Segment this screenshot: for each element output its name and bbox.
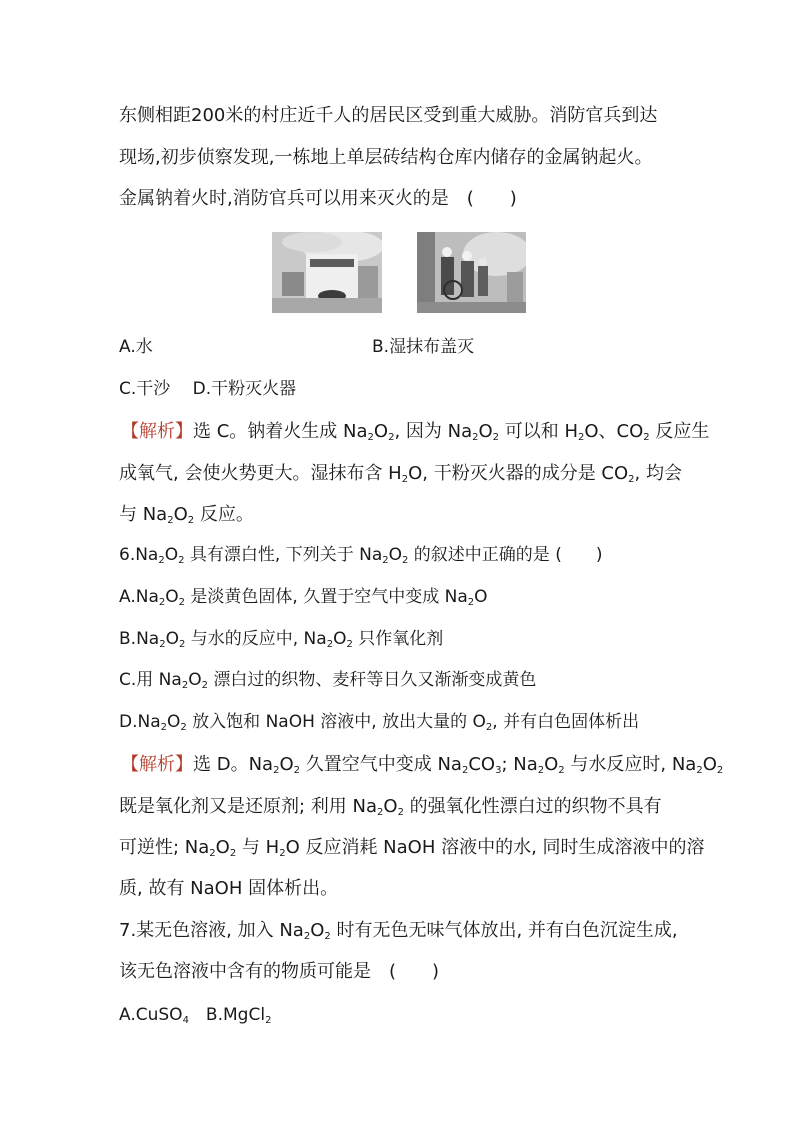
q6-option-a: $A.Na_2O_2$ 是淡黄色固体, 久置于空气中变成 $Na_2O$ [119, 587, 488, 608]
q7-options-a-b: A.CuSO$_4$ B.MgCl$_2$ [119, 1005, 272, 1026]
q6-explanation-line-1: 【解析】选 D。$Na_2O_2$ 久置空气中变成 $Na_2CO_3$; $Na_2O_2$ 与水反应时, $Na_2O_2$ [121, 754, 724, 776]
firefighters-photo [417, 232, 526, 313]
q6-explanation-line-2: 既是氧化剂又是还原剂; 利用 $Na_2O_2$ 的强氧化性漂白过的织物不具有 [119, 796, 662, 818]
q5-option-a: A.水 [119, 337, 153, 357]
q5-option-c-d: C.干沙 D.干粉灭火器 [119, 379, 297, 399]
q5-text-line-1: 东侧相距200米的村庄近千人的居民区受到重大威胁。消防官兵到达 [119, 105, 658, 126]
q5-text-line-2: 现场,初步侦察发现,一栋地上单层砖结构仓库内储存的金属钠起火。 [119, 147, 653, 168]
q7-stem-line-2: 该无色溶液中含有的物质可能是 ( ) [119, 961, 440, 982]
q5-explanation-line-2: 成氧气, 会使火势更大。湿抹布含 $H_2O$, 干粉灭火器的成分是 $CO_2$, 均会 [119, 463, 682, 485]
q6-stem: $6.Na_2O_2$ 具有漂白性, 下列关于 $Na_2O_2$ 的叙述中正确的是 ( ) [119, 545, 603, 566]
q5-explanation-line-3: 与 $Na_2O_2$ 反应。 [119, 504, 254, 526]
analysis-tag: 【解析】 [121, 754, 193, 775]
q6-explanation-line-4: 质, 故有 NaOH 固体析出。 [119, 878, 339, 899]
q6-option-b: $B.Na_2O_2$ 与水的反应中, $Na_2O_2$ 只作氧化剂 [119, 629, 444, 650]
q5-option-b: B.湿抹布盖灭 [372, 337, 475, 357]
q5-explanation-line-1: 【解析】选 C。钠着火生成 $Na_2O_2$, 因为 $Na_2O_2$ 可以和 $H_2O$、$CO_2$ 反应生 [121, 421, 710, 443]
analysis-tag: 【解析】 [121, 421, 193, 442]
fire-warehouse-photo [272, 232, 382, 313]
q5-stem-line-3: 金属钠着火时,消防官兵可以用来灭火的是 ( ) [119, 188, 517, 209]
q7-stem-line-1: 7.某无色溶液, 加入 $Na_2O_2$ 时有无色无味气体放出, 并有白色沉淀生成, [119, 920, 678, 942]
q6-option-c: C.用 $Na_2O_2$ 漂白过的织物、麦秆等日久又渐渐变成黄色 [119, 670, 537, 691]
q6-explanation-line-3: 可逆性; $Na_2O_2$ 与 $H_2O$ 反应消耗 NaOH 溶液中的水, 同时生成溶液中的溶 [119, 837, 705, 859]
q6-option-d: $D.Na_2O_2$ 放入饱和 NaOH 溶液中, 放出大量的 $O_2$, 并有白色固体析出 [119, 712, 640, 733]
